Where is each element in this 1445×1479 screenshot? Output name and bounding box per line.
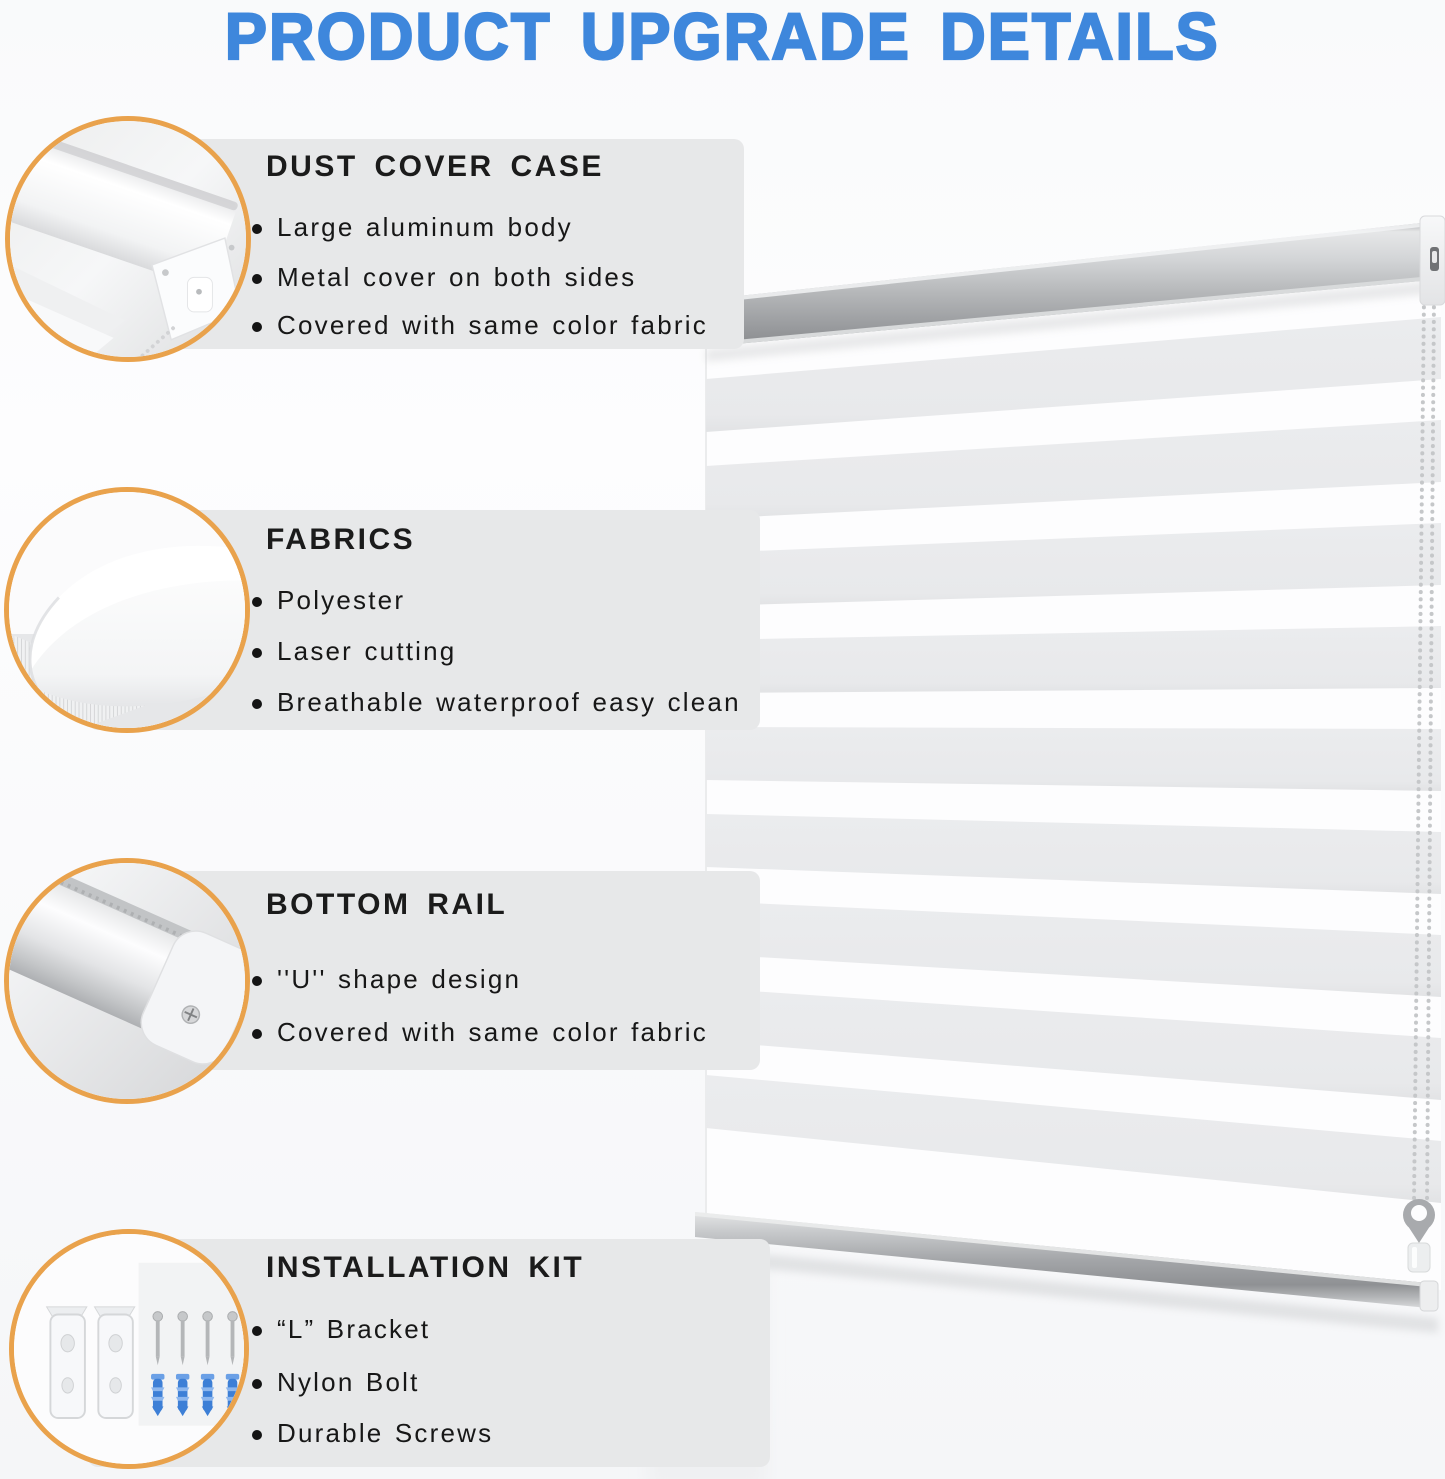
section-heading: BOTTOM RAIL: [266, 888, 508, 921]
section-heading: DUST COVER CASE: [266, 150, 604, 183]
installation-kit-art: [14, 1234, 244, 1464]
installation-kit-photo: [9, 1229, 249, 1469]
fabrics-art: [9, 492, 245, 728]
bullet-dot: [252, 1029, 262, 1039]
rail-end-cap: [1420, 1281, 1438, 1311]
bullet-item: Covered with same color fabric: [252, 1017, 708, 1048]
bullet-dot: [252, 1430, 262, 1440]
page-title: [0, 0, 1445, 72]
bullet-item: Polyester: [252, 585, 405, 616]
bullet-item: Laser cutting: [252, 636, 456, 667]
page-title-text: PRODUCT UPGRADE DETAILS: [224, 0, 1221, 73]
bullet-dot: [252, 322, 262, 332]
bullet-dot: [252, 1326, 262, 1336]
section-heading: FABRICS: [266, 523, 416, 556]
bullet-dot: [252, 648, 262, 658]
bullet-dot: [252, 597, 262, 607]
bullet-dot: [252, 224, 262, 234]
bullet-item: Breathable waterproof easy clean: [252, 687, 741, 718]
fabrics-photo: [4, 487, 250, 733]
dust-cover-case-photo: [5, 116, 251, 362]
bullet-item: Metal cover on both sides: [252, 262, 636, 293]
bottom-rail-art: [9, 863, 245, 1099]
bullet-dot: [252, 274, 262, 284]
dust-cover-case-art: [10, 121, 246, 357]
bullet-item: Nylon Bolt: [252, 1367, 420, 1398]
chain-connector: [1408, 1243, 1430, 1272]
bullet-dot: [252, 1379, 262, 1389]
bottom-rail-photo: [4, 858, 250, 1104]
bullet-dot: [252, 976, 262, 986]
bullet-item: Large aluminum body: [252, 212, 573, 243]
bullet-dot: [252, 699, 262, 709]
bullet-item: Covered with same color fabric: [252, 310, 708, 341]
section-heading: INSTALLATION KIT: [266, 1251, 585, 1284]
bullet-item: ''U'' shape design: [252, 964, 521, 995]
bullet-item: “L” Bracket: [252, 1314, 430, 1345]
bullet-item: Durable Screws: [252, 1418, 493, 1449]
